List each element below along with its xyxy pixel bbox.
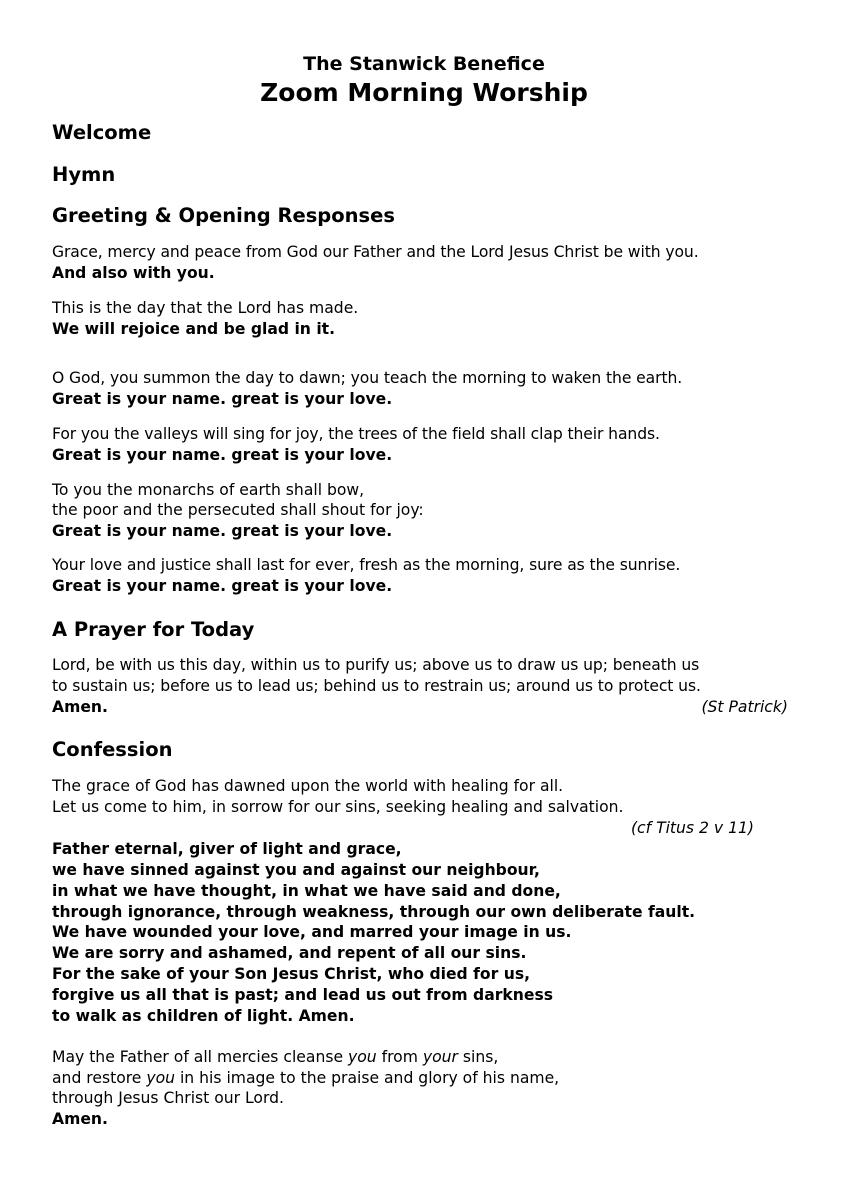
heading-confession: Confession xyxy=(52,738,173,761)
absolution-text: sins, xyxy=(457,1048,499,1066)
confession-prayer-line: We have wounded your love, and marred your image in us. xyxy=(52,923,572,941)
heading-prayer: A Prayer for Today xyxy=(52,618,255,641)
absolution-line-2 xyxy=(52,1068,559,1089)
heading-hymn: Hymn xyxy=(52,163,116,186)
prayer-line-2: to sustain us; before us to lead us; behind us to restrain us; around us to protect us. xyxy=(52,677,701,695)
greeting-response-1: And also with you. xyxy=(52,264,215,282)
greeting-response-2: We will rejoice and be glad in it. xyxy=(52,320,336,338)
confession-prayer-line: through ignorance, through weakness, through our own deliberate fault. xyxy=(52,903,696,921)
confession-prayer-line: Father eternal, giver of light and grace, xyxy=(52,840,402,858)
confession-intro-1: The grace of God has dawned upon the world with healing for all. xyxy=(52,777,564,795)
greeting-line-3: O God, you summon the day to dawn; you teach the morning to waken the earth. xyxy=(52,369,683,387)
heading-welcome: Welcome xyxy=(52,121,152,144)
greeting-line-1: Grace, mercy and peace from God our Father and the Lord Jesus Christ be with you. xyxy=(52,243,699,261)
confession-prayer-line: forgive us all that is past; and lead us out from darkness xyxy=(52,986,554,1004)
greeting-response-5: Great is your name. great is your love. xyxy=(52,522,393,540)
greeting-line-5a: To you the monarchs of earth shall bow, xyxy=(52,481,365,499)
greeting-response-3: Great is your name. great is your love. xyxy=(52,390,393,408)
greeting-line-5b: the poor and the persecuted shall shout for joy: xyxy=(52,501,424,519)
confession-intro-2: Let us come to him, in sorrow for our sins, seeking healing and salvation. xyxy=(52,798,624,816)
absolution-text: and restore xyxy=(52,1069,147,1087)
greeting-response-4: Great is your name. great is your love. xyxy=(52,446,393,464)
confession-prayer-line: We are sorry and ashamed, and repent of all our sins. xyxy=(52,944,527,962)
heading-greeting: Greeting & Opening Responses xyxy=(52,204,395,227)
absolution-line-3: through Jesus Christ our Lord. xyxy=(52,1089,284,1107)
absolution-emphasis: you xyxy=(348,1048,377,1066)
prayer-amen: Amen. xyxy=(52,698,108,716)
absolution-text: in his image to the praise and glory of his name, xyxy=(175,1069,560,1087)
confession-prayer-line: to walk as children of light. Amen. xyxy=(52,1007,355,1025)
greeting-line-4: For you the valleys will sing for joy, the trees of the field shall clap their hands. xyxy=(52,425,660,443)
greeting-response-6: Great is your name. great is your love. xyxy=(52,577,393,595)
page-title: Zoom Morning Worship xyxy=(260,78,588,107)
absolution-text: May the Father of all mercies cleanse xyxy=(52,1048,349,1066)
absolution-emphasis: your xyxy=(422,1048,458,1066)
confession-prayer-line: For the sake of your Son Jesus Christ, who died for us, xyxy=(52,965,531,983)
confession-reference: (cf Titus 2 v 11) xyxy=(630,819,754,837)
greeting-line-2: This is the day that the Lord has made. xyxy=(52,299,359,317)
benefice-name: The Stanwick Benefice xyxy=(303,53,545,75)
greeting-line-6: Your love and justice shall last for ever, fresh as the morning, sure as the sunrise. xyxy=(52,556,681,574)
prayer-line-1: Lord, be with us this day, within us to purify us; above us to draw us up; beneath us xyxy=(52,656,700,674)
absolution-amen: Amen. xyxy=(52,1110,108,1128)
absolution-line-1 xyxy=(52,1047,498,1068)
prayer-attribution: (St Patrick) xyxy=(701,698,788,716)
confession-prayer-line: in what we have thought, in what we have said and done, xyxy=(52,882,561,900)
confession-prayer-line: we have sinned against you and against our neighbour, xyxy=(52,861,540,879)
absolution-emphasis: you xyxy=(146,1069,176,1087)
absolution-text: from xyxy=(376,1048,423,1066)
